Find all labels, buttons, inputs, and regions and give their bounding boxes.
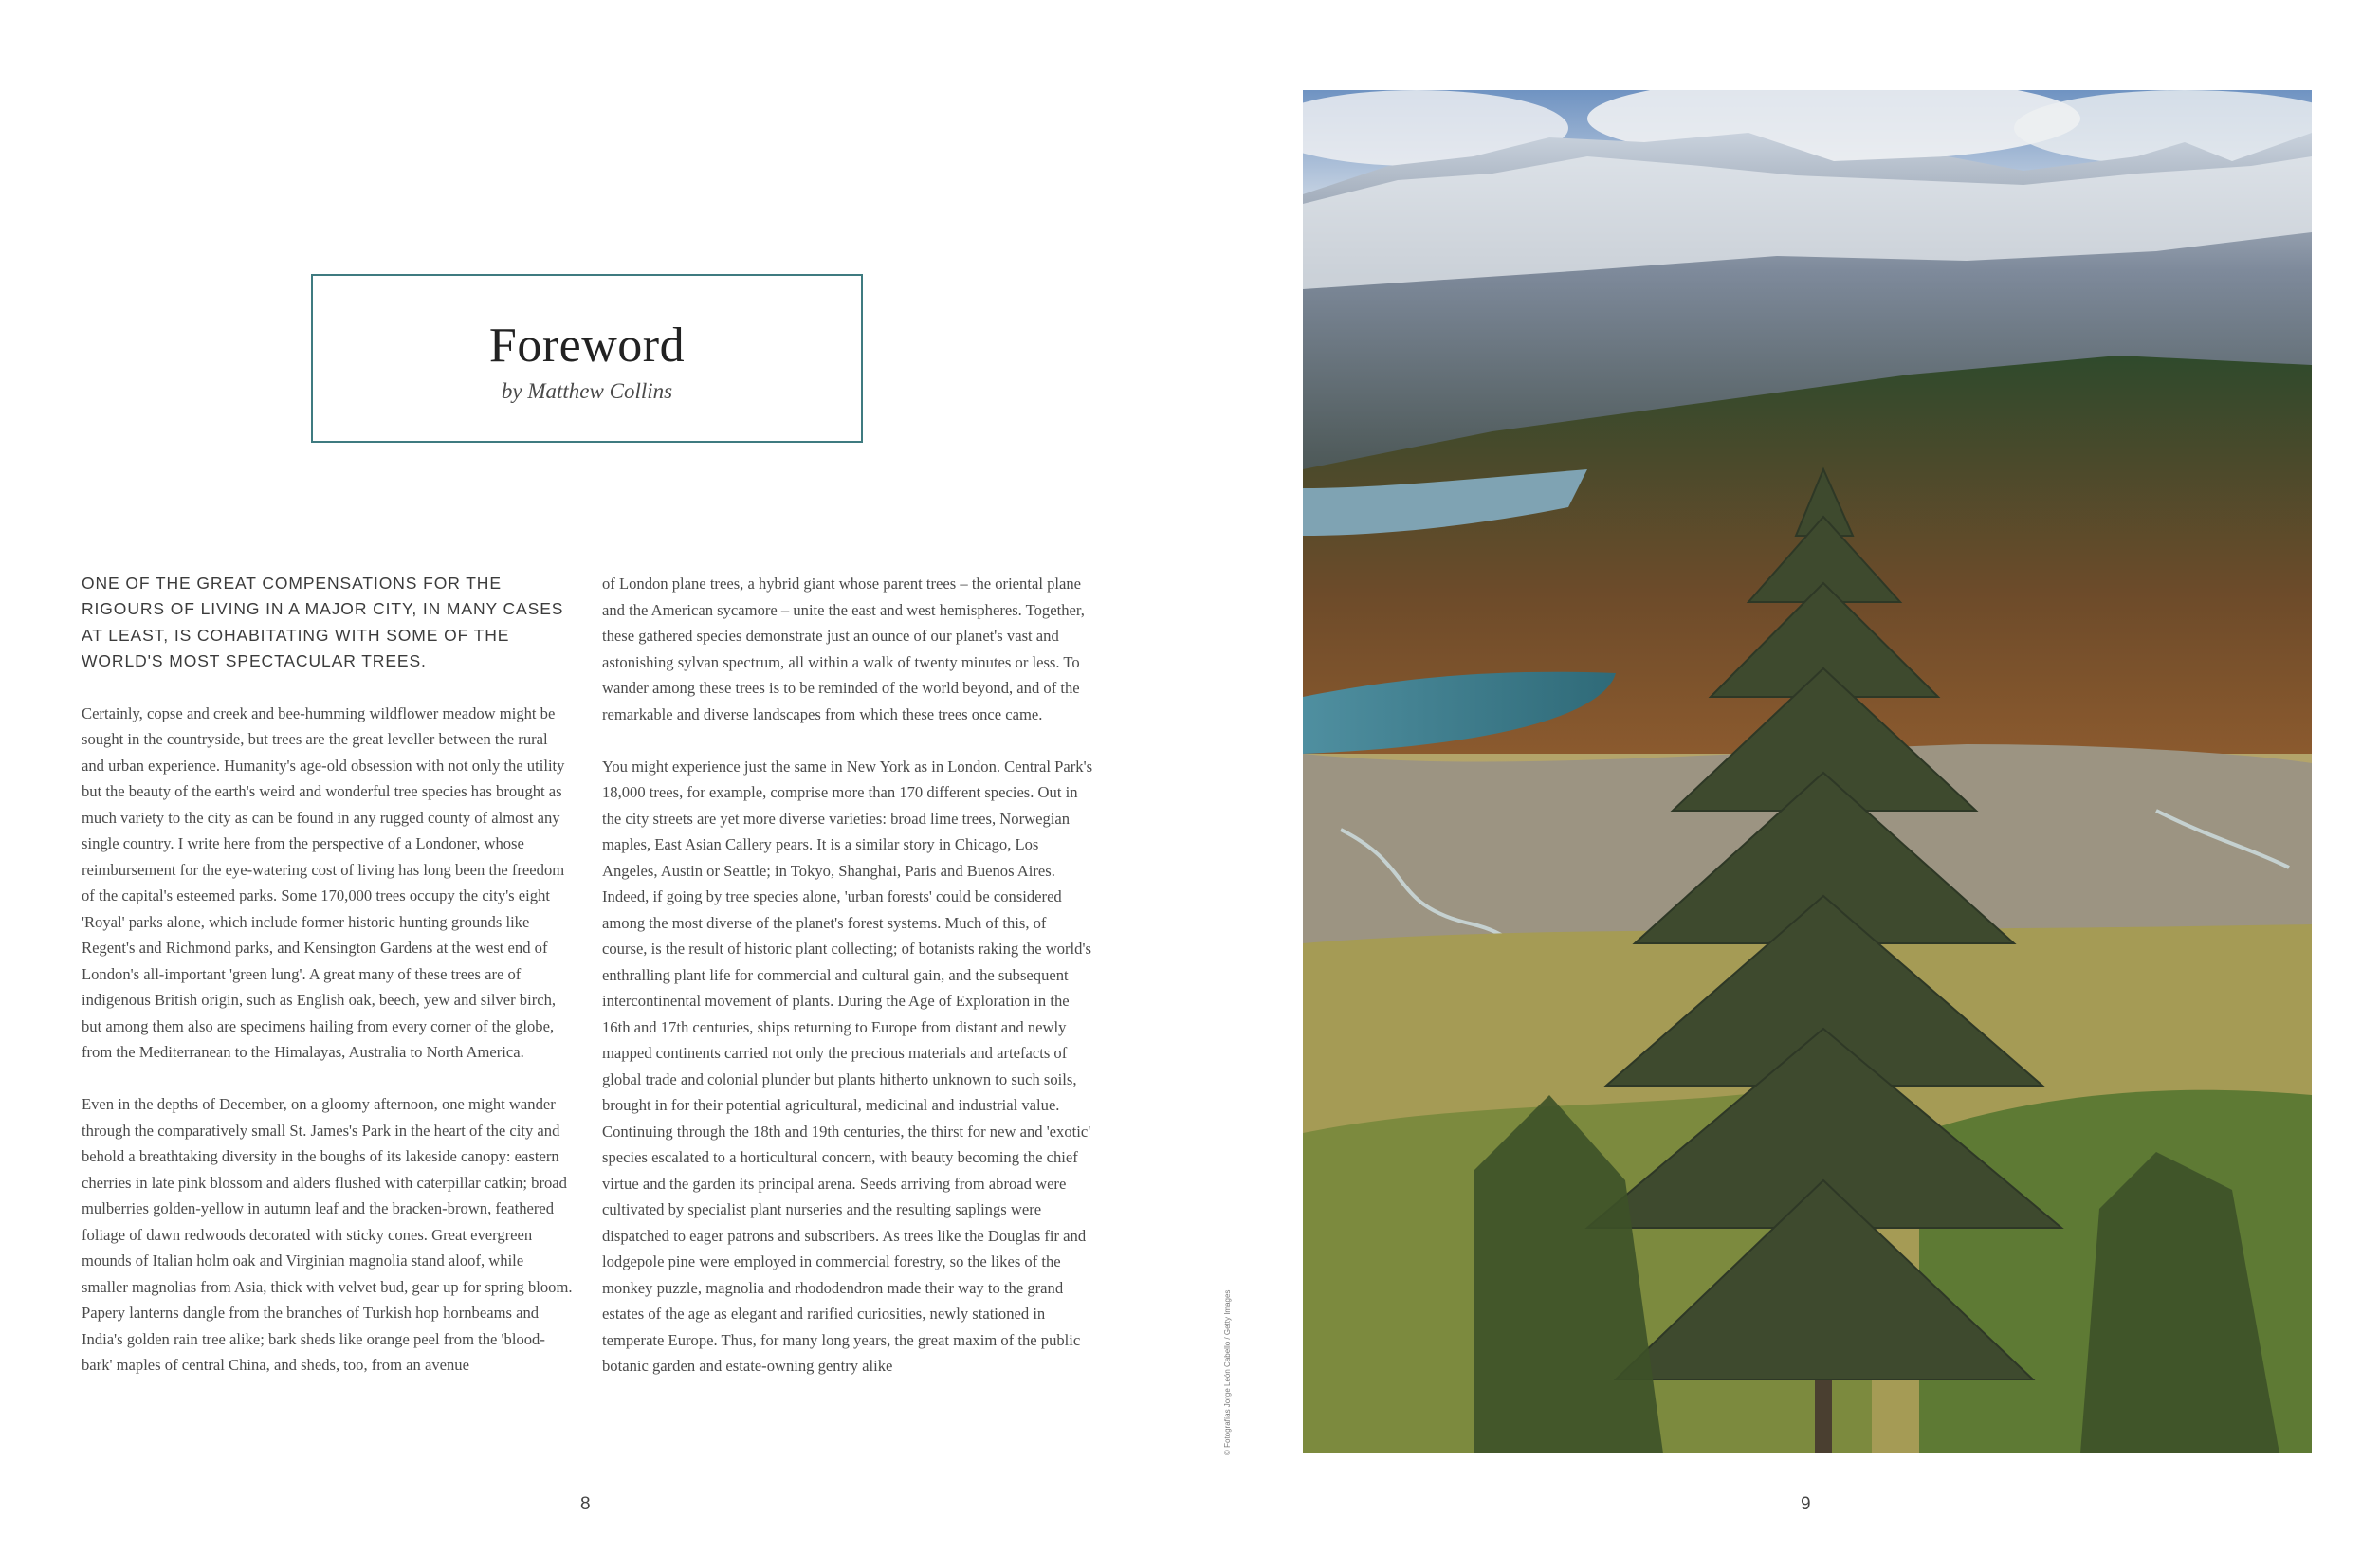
page-title: Foreword: [488, 319, 686, 373]
text-column-right: [602, 571, 1095, 1405]
title-box: [311, 274, 863, 443]
body-paragraph: Even in the depths of December, on a gloomy afternoon, one might wander through the comparatively small St. James's Park in the heart of the city and behold a breathtaking diversity in the boughs of its lakeside canopy: eastern cherries in late pink blossom and alders flushed with caterpillar catkin; broad mulberries golden-yellow in autumn leaf and the bracken-brown, feathered foliage of dawn redwoods decorated with sticky cones. Great evergreen mounds of Italian holm oak and Virginian magnolia stand aloof, while smaller magnolias from Asia, thick with velvet bud, gear up for spring bloom. Papery lanterns dangle from the branches of Turkish hop hornbeams and India's golden rain tree alike; bark sheds like orange peel from the 'blood-bark' maples of central China, and sheds, too, from an avenue: [82, 1095, 573, 1375]
author-byline: by Matthew Collins: [501, 379, 673, 403]
lead-paragraph: ONE OF THE GREAT COMPENSATIONS FOR THE RIGOURS OF LIVING IN A MAJOR CITY, IN MANY CASES AT LEAST, IS COHABITATING WITH SOME OF THE WORLD'S MOST SPECTACULAR TREES.: [82, 574, 564, 671]
text-column-left: [82, 571, 573, 1404]
page-number-left: 8: [580, 1494, 591, 1514]
landscape-photo: [1303, 90, 2312, 1453]
body-paragraph: Certainly, copse and creek and bee-humming wildflower meadow might be sought in the countryside, but trees are the great leveller between the rural and urban experience. Humanity's age-old obsession with not only the utility but the beauty of the earth's weird and wonderful tree species has brought as much variety to the city as can be found in any rugged county of almost any single country. I write here from the perspective of a Londoner, whose reimbursement for the eye-watering cost of living has long been the freedom of the capital's esteemed parks. Some 170,000 trees occupy the city's eight 'Royal' parks alone, which include former historic hunting grounds like Regent's and Richmond parks, and Kensington Gardens at the west end of London's all-important 'green lung'. A great many of these trees are of indigenous British origin, such as English oak, beech, yew and silver birch, but among them also are specimens hailing from every corner of the globe, from the Mediterranean to the Himalayas, Australia to North America.: [82, 703, 565, 1062]
monkey-puzzle-landscape-image: [1303, 90, 2312, 1453]
page-number-right: 9: [1801, 1494, 1811, 1514]
body-paragraph: You might experience just the same in New York as in London. Central Park's 18,000 trees, for example, comprise more than 170 different species. Out in the city streets are yet more diverse varieties: broad lime trees, Norwegian maples, East Asian Callery pears. It is a similar story in Chicago, Los Angeles, Austin or Seattle; in Tokyo, Shanghai, Paris and Buenos Aires. Indeed, if going by tree species alone, 'urban forests' could be considered among the most diverse of the planet's forest systems. Much of this, of course, is the result of historic plant collecting; of botanists raking the world's enthralling plant life for commercial and cultural gain, and the subsequent intercontinental movement of plants. During the Age of Exploration in the 16th and 17th centuries, ships returning to Europe from distant and newly mapped continents carried not only the precious materials and artefacts of global trade and colonial plunder but plants hitherto unknown to such soils, brought in for their potential agricultural, medicinal and industrial value. Continuing through the 18th and 19th centuries, the thirst for new and 'exotic' species escalated to a horticultural concern, with beauty becoming the chief virtue and the garden its principal arena. Seeds arriving from abroad were cultivated by specialist plant nurseries and the resulting saplings were dispatched to eager patrons and subscribers. As trees like the Douglas fir and lodgepole pine were employed in commercial forestry, so the likes of the monkey puzzle, magnolia and rhododendron made their way to the grand estates of the age as elegant and rarified curiosities, newly stationed in temperate Europe. Thus, for many long years, the great maxim of the public botanic garden and estate-owning gentry alike: [602, 757, 1093, 1375]
photo-credit: © Fotografías Jorge León Cabello / Getty Images: [1223, 1289, 1232, 1455]
body-paragraph: of London plane trees, a hybrid giant whose parent trees – the oriental plane and the American sycamore – unite the east and west hemispheres. Together, these gathered species demonstrate just an ounce of our planet's vast and astonishing sylvan spectrum, all within a walk of twenty minutes or less. To wander among these trees is to be reminded of the world beyond, and of the remarkable and diverse landscapes from which these trees once came.: [602, 575, 1085, 723]
